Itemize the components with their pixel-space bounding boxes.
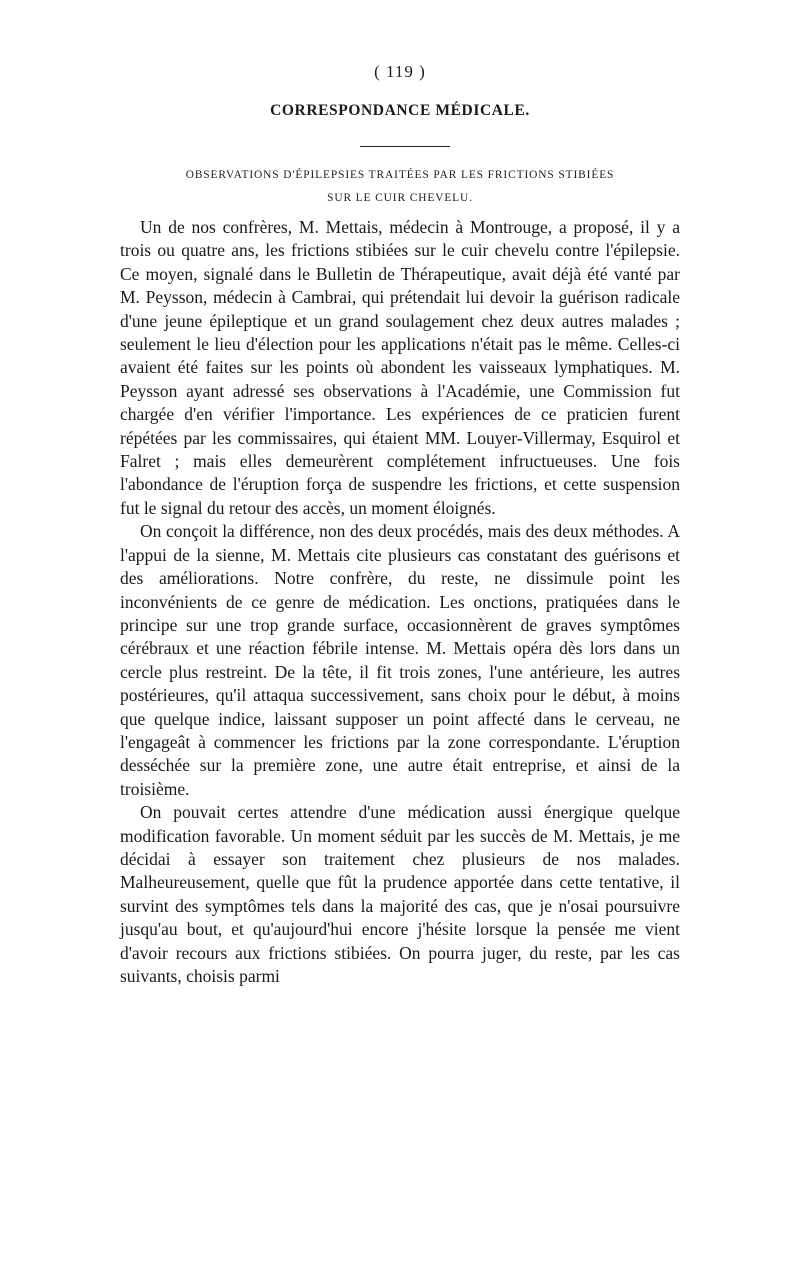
section-title: CORRESPONDANCE MÉDICALE. bbox=[270, 102, 530, 119]
paragraph-1: Un de nos confrères, M. Mettais, médecin à Montrouge, a proposé, il y a trois ou quatre ans, les frictions stibiées sur le cuir chevelu contre l'épilepsie. Ce moyen, signalé dans le Bulletin de Thérapeutique, avait déjà été vanté par M. Peysson, médecin à Cambrai, qui prétendait lui devoir la guérison radicale d'une jeune épileptique et un grand soulagement chez deux autres malades ; seulement le lieu d'élection pour les applications n'était pas le même. Celles-ci avaient été faites sur les points où abondent les vaisseaux lymphatiques. M. Peysson ayant adressé ses observations à l'Académie, une Commission fut chargée d'en vérifier l'importance. Les expériences de ce praticien furent répétées par les commissaires, qui étaient MM. Louyer-Villermay, Esquirol et Falret ; mais elles demeurèrent complétement infructueuses. Une fois l'abondance de l'éruption força de suspendre les frictions, et cette suspension fut le signal du retour des accès, un moment éloignés. bbox=[120, 217, 680, 518]
document-page bbox=[120, 60, 680, 1220]
article-subtitle bbox=[120, 164, 680, 210]
paragraph-3: On pouvait certes attendre d'une médication aussi énergique quelque modification favorable. Un moment séduit par les succès de M. Mettais, je me décidai à essayer son traitement chez plusieurs de nos malades. Malheureusement, quelle que fût la prudence apportée dans cette tentative, il survint des symptômes tels dans la majorité des cas, que je n'osai poursuivre jusqu'au bout, et qu'aujourd'hui encore j'hésite lorsque la pensée me vient d'avoir recours aux frictions stibiées. On pourra juger, du reste, par les cas suivants, choisis parmi bbox=[120, 802, 680, 986]
paragraph-2: On conçoit la différence, non des deux procédés, mais des deux méthodes. A l'appui de la sienne, M. Mettais cite plusieurs cas constatant des guérisons et des améliorations. Notre confrère, du reste, ne dissimule point les inconvénients de ce genre de médication. Les onctions, pratiquées dans le principe sur une trop grande surface, occasionnèrent de graves symptômes cérébraux et une réaction fébrile intense. M. Mettais opéra dès lors dans un cercle plus restreint. De la tête, il fit trois zones, l'une antérieure, les autres postérieures, qu'il attaqua successivement, sans choix pour le début, à moins que quelque indice, laissant supposer un point affecté dans le cerveau, ne l'engageât à commencer les frictions par la zone correspondante. L'éruption desséchée sur la première zone, une autre était entreprise, et ainsi de la troisième. bbox=[120, 521, 680, 799]
body-text bbox=[120, 216, 680, 988]
subtitle-line-2: SUR LE CUIR CHEVELU. bbox=[327, 192, 473, 204]
page-number: ( 119 ) bbox=[374, 62, 426, 81]
subtitle-line-1: OBSERVATIONS D'ÉPILEPSIES TRAITÉES PAR LES FRICTIONS STIBIÉES bbox=[185, 169, 615, 181]
title-divider bbox=[360, 146, 450, 147]
